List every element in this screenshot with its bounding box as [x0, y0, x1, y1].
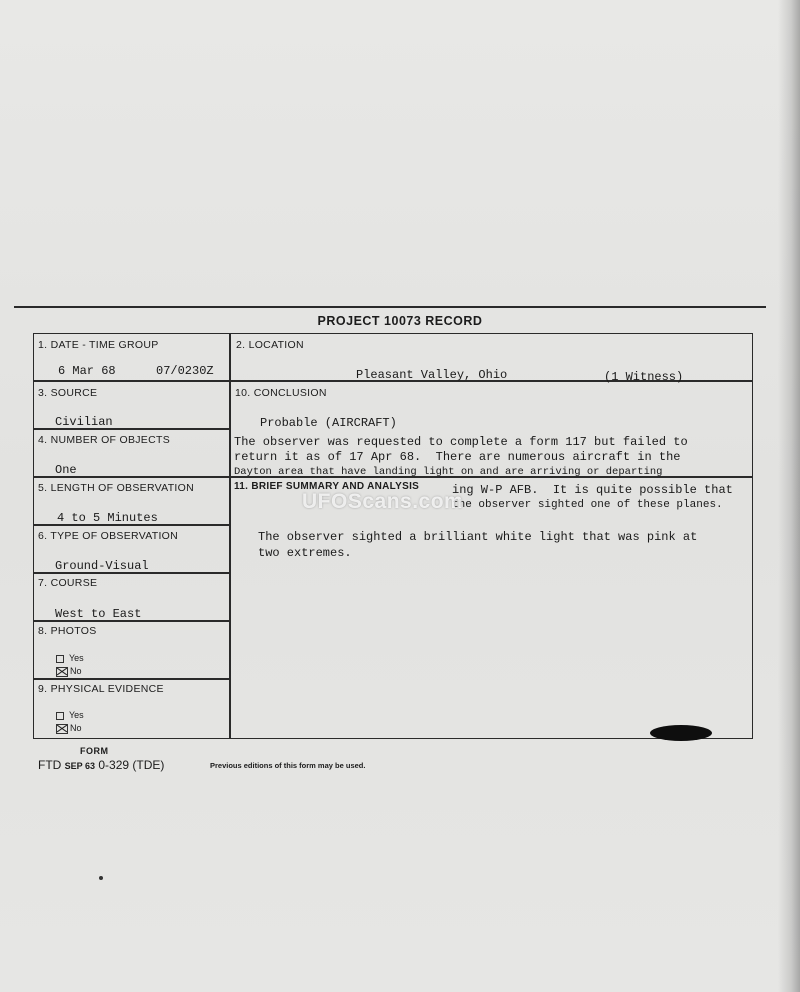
footer-form-number: 0-329 (TDE)	[98, 758, 165, 772]
conclusion-line-2: return it as of 17 Apr 68. There are numerous aircraft in the	[234, 450, 681, 464]
footer-edition: SEP 63	[64, 761, 96, 771]
scan-speck	[99, 876, 103, 880]
brief-summary-label: 11. BRIEF SUMMARY AND ANALYSIS	[234, 481, 420, 492]
number-of-objects-value: One	[55, 463, 77, 477]
scan-edge-shadow	[778, 0, 800, 992]
length-of-observation-label: 5. LENGTH OF OBSERVATION	[38, 482, 194, 494]
checkbox-checked-icon	[56, 724, 68, 734]
type-of-observation-label: 6. TYPE OF OBSERVATION	[38, 530, 179, 542]
photos-no-text: No	[70, 666, 82, 676]
checkbox-empty-icon	[56, 712, 64, 720]
length-of-observation-value: 4 to 5 Minutes	[57, 511, 158, 525]
photos-yes-option	[56, 653, 84, 663]
footer-form-id	[38, 758, 164, 772]
brief-summary-line-1: ing W-P AFB. It is quite possible that	[452, 483, 733, 497]
course-value: West to East	[55, 607, 142, 621]
checkbox-empty-icon	[56, 655, 64, 663]
conclusion-line-3: Dayton area that have landing light on and are arriving or departing	[234, 466, 663, 478]
summary-line-2: two extremes.	[258, 546, 352, 560]
row-divider	[33, 678, 230, 680]
footer-ftd: FTD	[38, 758, 62, 772]
conclusion-label: 10. CONCLUSION	[235, 387, 327, 399]
location-label: 2. LOCATION	[236, 339, 304, 351]
photos-label: 8. PHOTOS	[38, 625, 97, 637]
brief-summary-line-2: the observer sighted one of these planes.	[452, 499, 723, 511]
redaction-blot	[650, 725, 712, 741]
form-title: PROJECT 10073 RECORD	[317, 314, 483, 328]
summary-line-1: The observer sighted a brilliant white light that was pink at	[258, 530, 698, 544]
source-value: Civilian	[55, 415, 113, 429]
date-time-label: 1. DATE - TIME GROUP	[38, 339, 159, 351]
number-of-objects-label: 4. NUMBER OF OBJECTS	[38, 434, 171, 446]
physical-evidence-yes-option	[56, 710, 84, 720]
photos-yes-text: Yes	[69, 653, 84, 663]
physical-evidence-no-option	[56, 723, 82, 734]
location-value: Pleasant Valley, Ohio	[356, 368, 508, 382]
witness-count: (1 Witness)	[604, 370, 684, 384]
photos-no-option	[56, 666, 82, 677]
physical-evidence-label: 9. PHYSICAL EVIDENCE	[38, 683, 164, 695]
watermark: UFOScans.com	[302, 490, 464, 513]
footer-form-label: FORM	[80, 746, 109, 756]
physical-evidence-yes-text: Yes	[69, 710, 84, 720]
conclusion-value: Probable (AIRCRAFT)	[260, 416, 397, 430]
physical-evidence-no-text: No	[70, 723, 82, 733]
source-label: 3. SOURCE	[38, 387, 98, 399]
checkbox-checked-icon	[56, 667, 68, 677]
top-rule	[14, 306, 766, 308]
time-value: 07/0230Z	[156, 364, 214, 378]
conclusion-line-1: The observer was requested to complete a form 117 but failed to	[234, 435, 688, 449]
type-of-observation-value: Ground-Visual	[55, 559, 149, 573]
footer-note: Previous editions of this form may be used.	[210, 761, 366, 770]
date-value: 6 Mar 68	[58, 364, 116, 378]
course-label: 7. COURSE	[38, 577, 98, 589]
